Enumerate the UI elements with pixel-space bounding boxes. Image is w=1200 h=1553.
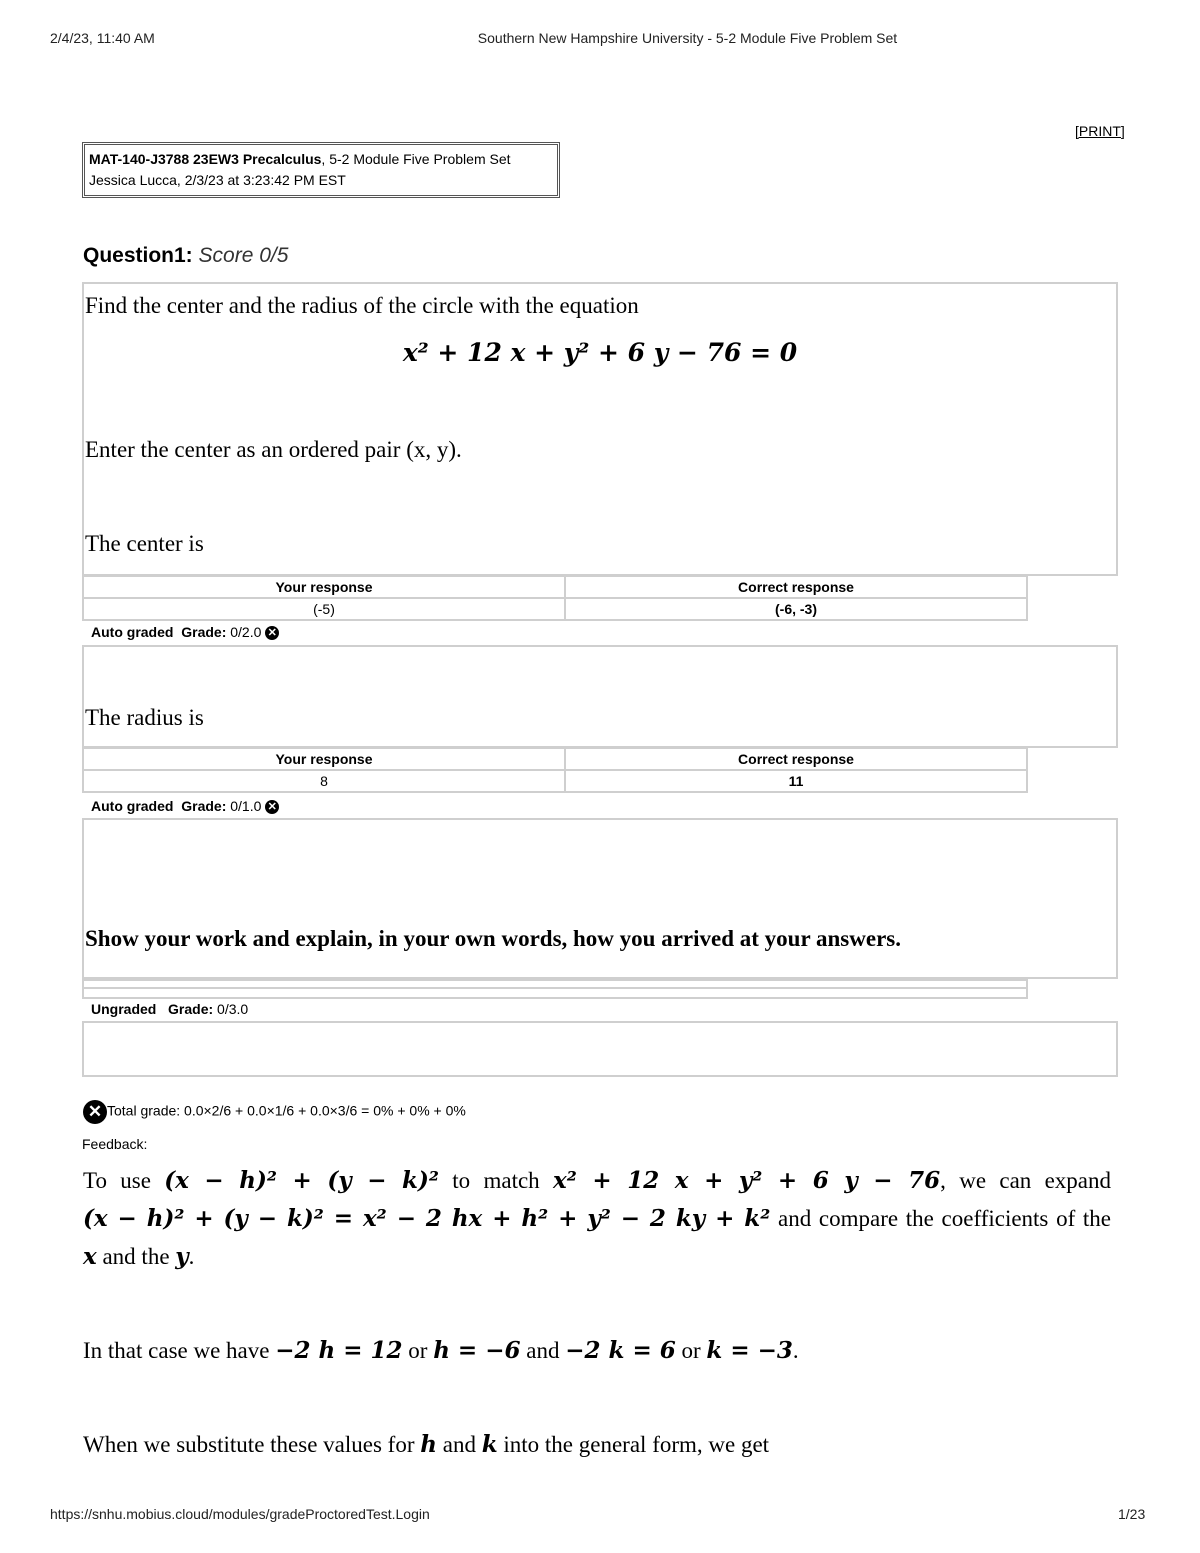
feedback-math: y xyxy=(175,1243,189,1270)
feedback-text: and xyxy=(442,1432,476,1457)
total-grade: Total grade: 0.0×2/6 + 0.0×1/6 + 0.0×3/6 = 0% + 0% + 0% xyxy=(107,1102,466,1119)
feedback-math: (x − h)² + (y − k)² xyxy=(164,1167,439,1194)
incorrect-icon: ✕ xyxy=(83,1100,107,1124)
feedback-math: x xyxy=(83,1243,97,1270)
feedback-math: k xyxy=(481,1431,498,1458)
feedback-text: to match xyxy=(452,1168,540,1193)
center-response-table xyxy=(82,575,1028,621)
assignment-name: , 5-2 Module Five Problem Set xyxy=(321,151,511,167)
correct-response-value: 11 xyxy=(565,770,1027,792)
feedback-text: To use xyxy=(83,1168,151,1193)
feedback-math: h xyxy=(420,1431,437,1458)
question-prompt: Find the center and the radius of the circle with the equation xyxy=(85,293,639,318)
question-score: Score 0/5 xyxy=(198,244,289,267)
feedback-text: . xyxy=(188,1244,195,1269)
print-link[interactable]: [PRINT] xyxy=(1075,123,1125,139)
feedback-text: and xyxy=(526,1338,560,1363)
grade-line-3 xyxy=(91,1001,248,1017)
feedback-line-4 xyxy=(83,1332,799,1370)
feedback-math: x² + 12 x + y² + 6 y − 76 xyxy=(553,1167,941,1194)
course-name: MAT-140-J3788 23EW3 Precalculus xyxy=(89,151,322,167)
grade-line-1 xyxy=(91,624,279,640)
incorrect-icon: ✕ xyxy=(265,800,279,814)
feedback-math: −2 h = 12 xyxy=(275,1337,403,1364)
print-title: Southern New Hampshire University - 5-2 Module Five Problem Set xyxy=(477,30,898,46)
feedback-text: When we substitute these values for xyxy=(83,1432,415,1457)
grade-value: 0/3.0 xyxy=(217,1001,249,1017)
info-box xyxy=(82,142,560,198)
grade-value: 0/2.0 xyxy=(230,624,262,640)
grade-label: Grade: xyxy=(168,1001,214,1017)
print-datetime: 2/4/23, 11:40 AM xyxy=(50,30,155,46)
circle-equation: x² + 12 x + y² + 6 y − 76 = 0 xyxy=(402,338,798,367)
feedback-line-5 xyxy=(83,1426,769,1464)
feedback-text: or xyxy=(681,1338,701,1363)
grade-value: 0/1.0 xyxy=(230,798,262,814)
empty-answer-box xyxy=(82,1021,1118,1077)
grade-label: Grade: xyxy=(181,624,227,640)
feedback-text: into the general form, we get xyxy=(503,1432,770,1457)
total-grade-line xyxy=(83,1100,466,1124)
feedback-text: and compare the coefficients of the xyxy=(778,1206,1111,1231)
work-response-field xyxy=(82,979,1028,999)
print-url: https://snhu.mobius.cloud/modules/gradeProctoredTest.Login xyxy=(50,1506,430,1522)
question-box xyxy=(82,282,1118,576)
radius-label: The radius is xyxy=(85,705,204,730)
student-line: Jessica Lucca, 2/3/23 at 3:23:42 PM EST xyxy=(89,172,346,188)
your-response-header: Your response xyxy=(83,576,565,598)
feedback-text: or xyxy=(408,1338,428,1363)
incorrect-icon: ✕ xyxy=(265,626,279,640)
feedback-math: −2 k = 6 xyxy=(565,1337,676,1364)
feedback-text: . xyxy=(792,1338,799,1363)
radius-response-table xyxy=(82,747,1028,793)
grade-type: Ungraded xyxy=(91,1001,157,1017)
work-prompt: Show your work and explain, in your own words, how you arrived at your answers. xyxy=(85,926,901,951)
feedback-label: Feedback: xyxy=(82,1136,148,1152)
feedback-text: and the xyxy=(102,1244,170,1269)
feedback-text: In that case we have xyxy=(83,1338,270,1363)
question-heading xyxy=(83,244,288,268)
feedback-math: h = −6 xyxy=(433,1337,521,1364)
feedback-line-2 xyxy=(83,1200,1111,1238)
feedback-line-3 xyxy=(83,1238,194,1276)
center-label: The center is xyxy=(85,531,204,556)
your-response-header: Your response xyxy=(83,748,565,770)
center-instruction: Enter the center as an ordered pair (x, y). xyxy=(85,437,462,462)
correct-response-header: Correct response xyxy=(565,748,1027,770)
question-label: Question1: xyxy=(83,244,193,267)
feedback-math: k = −3 xyxy=(706,1337,793,1364)
your-response-value: (-5) xyxy=(83,598,565,620)
grade-line-2 xyxy=(91,798,279,814)
correct-response-value: (-6, -3) xyxy=(565,598,1027,620)
feedback-line-1 xyxy=(83,1162,1111,1200)
your-response-value: 8 xyxy=(83,770,565,792)
feedback-math: (x − h)² + (y − k)² = x² − 2 hx + h² + y² − 2 ky + k² xyxy=(83,1205,771,1232)
grade-label: Grade: xyxy=(181,798,227,814)
correct-response-header: Correct response xyxy=(565,576,1027,598)
radius-box xyxy=(82,645,1118,748)
feedback-text: , we can expand xyxy=(940,1168,1112,1193)
grade-type: Auto graded xyxy=(91,624,174,640)
grade-type: Auto graded xyxy=(91,798,174,814)
print-page-number: 1/23 xyxy=(1118,1506,1146,1522)
work-box xyxy=(82,818,1118,979)
